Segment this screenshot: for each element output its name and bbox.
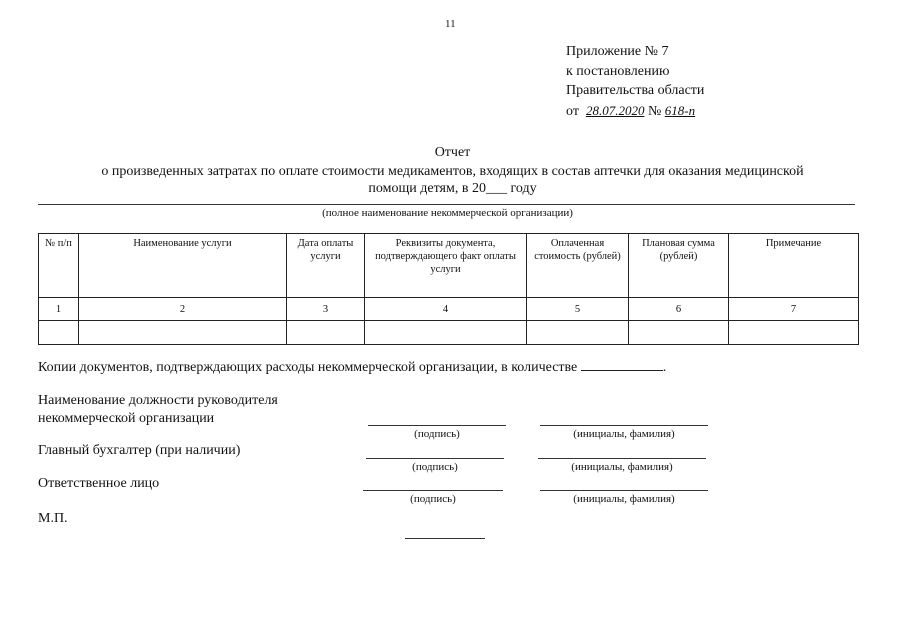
accountant-name-line (538, 458, 706, 459)
header-cell: Оплаченная стоимость (рублей) (527, 234, 629, 298)
table-cell (39, 321, 79, 345)
head-signature-caption: (подпись) (414, 428, 460, 440)
table-cell (365, 321, 527, 345)
copies-statement (38, 358, 666, 376)
accountant-label: Главный бухгалтер (при наличии) (38, 443, 241, 458)
responsible-name-line (540, 490, 708, 491)
column-number-row (39, 298, 859, 321)
header-cell: Дата оплаты услуги (287, 234, 365, 298)
stamp-label: М.П. (38, 511, 68, 526)
accountant-signature-line (366, 458, 504, 459)
appendix-line-3: Правительства области (566, 83, 705, 98)
table-cell (729, 321, 859, 345)
page-number: 11 (445, 18, 456, 30)
number-label: № (647, 103, 662, 119)
column-number-cell: 2 (79, 298, 287, 321)
responsible-signature-caption: (подпись) (410, 493, 456, 505)
copies-end: . (662, 360, 667, 375)
header-cell: Наименование услуги (79, 234, 287, 298)
header-cell: Реквизиты документа, подтверждающего факт оплаты услуги (365, 234, 527, 298)
responsible-label: Ответственное лицо (38, 476, 160, 491)
column-number-cell: 1 (39, 298, 79, 321)
head-name-line (540, 425, 708, 426)
column-number-cell: 3 (287, 298, 365, 321)
handwritten-date: 28.07.2020 (585, 102, 645, 118)
appendix-line-2: к постановлению (566, 63, 670, 79)
table-cell (527, 321, 629, 345)
table-row-empty (39, 321, 859, 345)
column-number-cell: 7 (729, 298, 859, 321)
copies-count-blank (581, 358, 663, 371)
head-position-label (38, 392, 278, 428)
appendix-date-line (566, 101, 704, 122)
table-cell (79, 321, 287, 345)
head-name-caption: (инициалы, фамилия) (573, 428, 675, 440)
accountant-signature-caption: (подпись) (412, 461, 458, 473)
responsible-signature-line (363, 490, 503, 491)
head-signature-line (368, 425, 506, 426)
header-cell: № п/п (39, 234, 79, 298)
column-number-cell: 5 (527, 298, 629, 321)
table-header-row (39, 234, 859, 298)
organization-name-caption: (полное наименование некоммерческой организации) (322, 207, 573, 219)
header-cell: Примечание (729, 234, 859, 298)
accountant-name-caption: (инициалы, фамилия) (571, 461, 673, 473)
table-cell (287, 321, 365, 345)
header-cell: Плановая сумма (рублей) (629, 234, 729, 298)
appendix-block (566, 42, 704, 121)
closing-line (405, 538, 485, 539)
column-number-cell: 4 (365, 298, 527, 321)
document-subtitle-line-2: помощи детям, в 20___ году (368, 181, 537, 196)
document-title: Отчет (434, 145, 471, 160)
table-cell (629, 321, 729, 345)
document-subtitle-line-1: о произведенных затратах по оплате стоимости медикаментов, входящих в состав аптечки для оказания медицинской (101, 164, 804, 179)
copies-text: Копии документов, подтверждающих расходы некоммерческой организации, в количестве (38, 360, 578, 375)
appendix-line-1: Приложение № 7 (566, 44, 669, 59)
date-prefix: от (566, 103, 579, 119)
responsible-name-caption: (инициалы, фамилия) (573, 493, 675, 505)
head-position-label-line-2: некоммерческой организации (38, 411, 215, 426)
report-table (38, 233, 859, 345)
column-number-cell: 6 (629, 298, 729, 321)
organization-name-line (38, 204, 855, 205)
handwritten-number: 618-п (664, 102, 696, 118)
head-position-label-line-1: Наименование должности руководителя (38, 393, 278, 408)
